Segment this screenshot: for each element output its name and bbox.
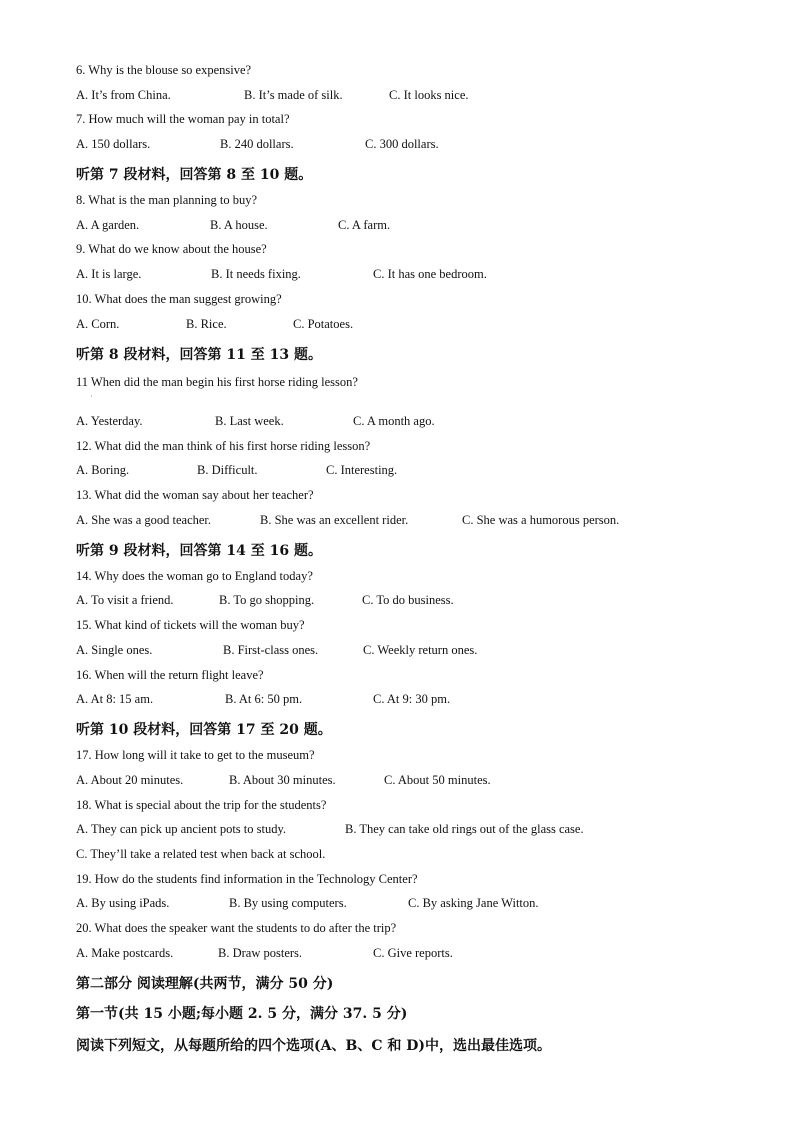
section-heading: 听第 9 段材料，回答第 14 至 16 题。 — [76, 543, 322, 559]
answer-option: B. A house. — [210, 218, 268, 232]
answer-option: A. Boring. — [76, 463, 130, 477]
answer-option: A. She was a good teacher. — [76, 513, 212, 527]
answer-option: C. By asking Jane Witton. — [408, 896, 539, 910]
answer-option: B. Rice. — [186, 317, 227, 331]
answer-option: A. At 8: 15 am. — [76, 692, 154, 706]
answer-option: C. A farm. — [338, 218, 391, 232]
answer-option: B. By using computers. — [229, 896, 347, 910]
question-text: 13. What did the woman say about her teacher? — [76, 488, 314, 502]
answer-option: A. It’s from China. — [76, 88, 171, 102]
question-text: 6. Why is the blouse so expensive? — [76, 63, 252, 77]
answer-option: C. 300 dollars. — [365, 137, 439, 151]
question-text: 8. What is the man planning to buy? — [76, 193, 257, 207]
question-text: 20. What does the speaker want the students to do after the trip? — [76, 921, 397, 935]
answer-option: C. At 9: 30 pm. — [373, 692, 451, 706]
answer-option: B. It’s made of silk. — [244, 88, 343, 102]
answer-option: B. To go shopping. — [219, 593, 315, 607]
answer-option: B. At 6: 50 pm. — [225, 692, 303, 706]
question-text: 16. When will the return flight leave? — [76, 668, 264, 682]
answer-option: B. She was an excellent rider. — [260, 513, 409, 527]
question-text: 9. What do we know about the house? — [76, 242, 267, 256]
section-heading: 听第 10 段材料，回答第 17 至 20 题。 — [76, 722, 332, 738]
answer-option: B. 240 dollars. — [220, 137, 294, 151]
answer-option: A. By using iPads. — [76, 896, 170, 910]
answer-option: B. About 30 minutes. — [229, 773, 336, 787]
answer-option: A. It is large. — [76, 267, 142, 281]
answer-option: B. First-class ones. — [223, 643, 319, 657]
answer-option: A. Corn. — [76, 317, 120, 331]
question-text: 15. What kind of tickets will the woman buy? — [76, 618, 305, 632]
question-text: 10. What does the man suggest growing? — [76, 292, 282, 306]
question-text: 12. What did the man think of his first horse riding lesson? — [76, 439, 371, 453]
question-text: 18. What is special about the trip for the students? — [76, 798, 327, 812]
question-text: 7. How much will the woman pay in total? — [76, 112, 290, 126]
question-text: 14. Why does the woman go to England today? — [76, 569, 313, 583]
answer-option: C. About 50 minutes. — [384, 773, 491, 787]
answer-option: C. Interesting. — [326, 463, 398, 477]
answer-option: C. Give reports. — [373, 946, 453, 960]
stray-mark: · — [90, 392, 93, 401]
answer-option: A. Make postcards. — [76, 946, 174, 960]
question-text: C. They’ll take a related test when back at school. — [76, 847, 326, 861]
answer-option: A. About 20 minutes. — [76, 773, 184, 787]
answer-option: A. Single ones. — [76, 643, 153, 657]
answer-option: C. It has one bedroom. — [373, 267, 487, 281]
question-text: 11 When did the man begin his first horse riding lesson? — [76, 375, 358, 389]
answer-option: C. It looks nice. — [389, 88, 469, 102]
answer-option: C. A month ago. — [353, 414, 435, 428]
question-text: 17. How long will it take to get to the museum? — [76, 748, 315, 762]
answer-option: B. Last week. — [215, 414, 284, 428]
section-heading: 第一节(共 15 小题;每小题 2. 5 分，满分 37. 5 分) — [76, 1006, 408, 1022]
section-heading: 第二部分 阅读理解(共两节，满分 50 分) — [76, 976, 334, 992]
answer-option: A. A garden. — [76, 218, 140, 232]
answer-option: B. Difficult. — [197, 463, 258, 477]
answer-option: A. 150 dollars. — [76, 137, 151, 151]
section-heading: 听第 7 段材料，回答第 8 至 10 题。 — [76, 167, 313, 183]
answer-option: A. They can pick up ancient pots to study. — [76, 822, 287, 836]
answer-option: A. Yesterday. — [76, 414, 143, 428]
answer-option: A. To visit a friend. — [76, 593, 174, 607]
answer-option: C. To do business. — [362, 593, 454, 607]
answer-option: B. Draw posters. — [218, 946, 303, 960]
section-heading: 听第 8 段材料，回答第 11 至 13 题。 — [76, 347, 322, 363]
answer-option: C. She was a humorous person. — [462, 513, 620, 527]
answer-option: C. Weekly return ones. — [363, 643, 478, 657]
answer-option: B. It needs fixing. — [211, 267, 301, 281]
answer-option: B. They can take old rings out of the glass case. — [345, 822, 584, 836]
question-text: 19. How do the students find information in the Technology Center? — [76, 872, 418, 886]
answer-option: C. Potatoes. — [293, 317, 354, 331]
section-heading: 阅读下列短文，从每题所给的四个选项(A、B、C 和 D)中，选出最佳选项。 — [76, 1038, 551, 1054]
